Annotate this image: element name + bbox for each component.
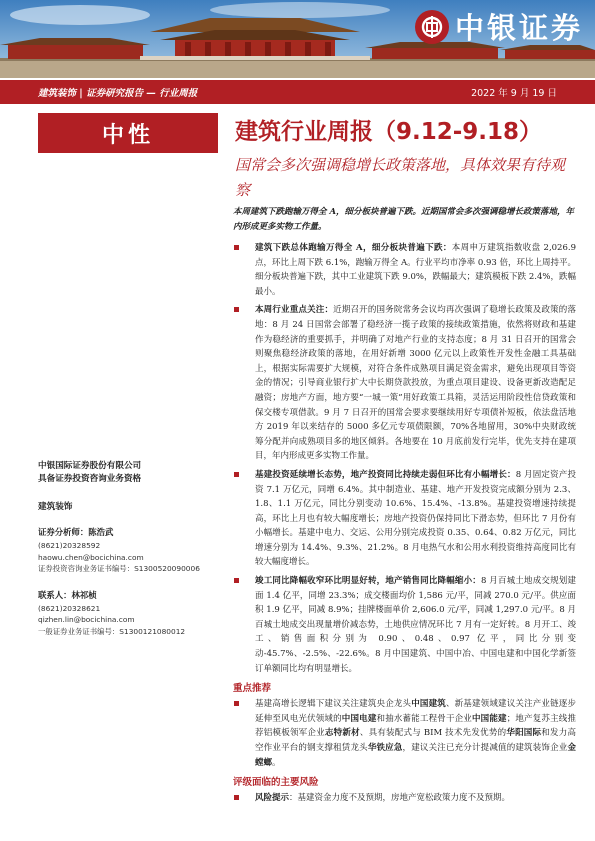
company-name: 中银国际证券股份有限公司 — [38, 461, 142, 471]
contact-name: 联系人：林祁桢 — [38, 589, 97, 600]
analyst-cert: 证券投资咨询业务证书编号：S1300520090006 — [38, 564, 200, 573]
bullet-square-icon — [234, 795, 239, 800]
stock-name: 中国能建 — [471, 713, 507, 724]
bank-of-china-icon — [415, 10, 449, 44]
sidebar — [38, 460, 218, 637]
key-points-list — [233, 241, 576, 676]
stock-name: 华阳国际 — [506, 728, 542, 739]
company-logo — [415, 6, 583, 47]
recommend-text: 和抽水蓄能工程骨干企业 — [376, 713, 472, 724]
recommend-item — [233, 697, 576, 770]
recommend-text: ，建议关注已充分计提减值的建筑装饰企业 — [402, 743, 568, 753]
bullet-heading: 竣工同比降幅收窄环比明显好转，地产销售同比降幅缩小： — [255, 576, 481, 587]
contact-cert: 一般证券业务证书编号：S1300121080012 — [38, 626, 186, 636]
stock-name: 华铁应急 — [367, 743, 403, 753]
bullet-text: 8 月百城土地成交规划建面 1.4 亿平，同增 23.3%；成交楼面均价 1,586 元/平，同减 270.0 元/平。供应面积 1.9 亿平，同减 8.9%；挂牌楼面单价 2,606.0 元/平，同减 1,297.0 元/平。8 月百城土地成交出现量增价减态势，土地供应情况环比 7 月有一定好转。8 月开工、竣工、销售面积分别为 0.90、0.48、0.97 亿平，同比分别变动-45.7%、-2.5%、-22.6%。8 月中国建筑、中国中冶、中国电建和中国化学新签订单额同比均有明显增长。 — [255, 576, 576, 674]
contact-phone: (8621)20328621 — [38, 603, 101, 613]
report-info-strip — [0, 80, 595, 104]
logo-wordmark: 中银证券 — [454, 11, 583, 45]
bullet-square-icon — [234, 307, 239, 312]
analyst-email[interactable]: haowu.chen@bocichina.com — [38, 552, 144, 562]
recommend-text: 和发力高空作业平台的钢支撑租赁龙头 — [255, 728, 576, 753]
recommend-text: 、具有装配式与 BIM 技术先发优势的 — [359, 728, 507, 739]
bullet-square-icon — [234, 472, 239, 477]
recommend-text: 、新基建领域建议关注产业链逐步延伸至风电光伏领域的 — [255, 699, 576, 724]
list-item — [233, 574, 576, 676]
risk-item — [233, 791, 576, 806]
bullet-square-icon — [234, 578, 239, 583]
analyst-name: 证券分析师：陈浩武 — [38, 527, 114, 537]
list-item — [233, 241, 576, 299]
risk-heading: 评级面临的主要风险 — [233, 777, 319, 789]
recommend-text: 。 — [272, 757, 281, 768]
report-subtitle: 国常会多次强调稳增长政策落地，具体效果有待观察 — [235, 156, 566, 199]
bullet-heading: 基建投资延续增长态势，地产投资同比持续走弱但环比有小幅增长： — [255, 469, 516, 480]
stock-name: 志特新材 — [324, 728, 360, 739]
bullet-text: 近期召开的国务院常务会议均再次强调了稳增长政策及政策的落地：8 月 24 日国常会部署了稳经济一揽子政策的接续政策措施，依然将财政和基建作为稳经济的重要抓手，并明确了对地产行业的支持态度；8 月 31 日召开的国常会则聚焦稳经济政策的落地，在用好新增 3000 亿元以上政策性开发性金融工具基础上，根据实际需要扩大规模，对符合条件成熟项目满足资金需求，避免出现项目等资金的情况；引导商业银行扩大中长期贷款投放，为重点项目建设、设备更新改造配足融资；房地产方面，地方要“一城一策”用好政策工具箱，灵活运用阶段性信贷政策和保交楼专项借款。9 月 7 日召开的国常会要求要继续用好专项债补短板，依法盘活地方 2019 年以来结存的 5000 多亿元专项债限额，70%各地留用，30%中央财政统筹分配并向成熟项目多的地区倾斜。各地要在 10 月底前发行完毕，优先支持在建项目，年内形成更多实物工作量。 — [255, 305, 576, 462]
bullet-text: 本周申万建筑指数收盘 2,026.9 点，环比上周下跌 6.1%，跑输万得全 A。行业平均市净率 0.93 倍，环比上周持平。细分板块普遍下跌，其中工业建筑下跌 9.0%，跌幅最大；建筑模板下跌 2.4%，跌幅最小。 — [255, 243, 576, 297]
risk-text: ：基建资金力度不及预期，房地产宽松政策力度不及预期。 — [289, 793, 511, 804]
summary: 本周建筑下跌跑输万得全 A，细分板块普遍下跌。近期国常会多次强调稳增长政策落地，年内形成更多实物工作量。 — [233, 207, 575, 232]
list-item — [233, 468, 576, 570]
risk-label: 风险提示 — [255, 793, 290, 804]
stock-name: 中国建筑 — [411, 699, 446, 710]
breadcrumb: 建筑装饰 | 证券研究报告 — 行业周报 — [38, 88, 198, 99]
company-qualification: 具备证券投资咨询业务资格 — [38, 474, 142, 484]
stock-name: 中国电建 — [341, 713, 377, 724]
header-banner — [0, 0, 595, 78]
bullet-square-icon — [234, 701, 239, 706]
stock-name: 金螳螂 — [255, 743, 576, 768]
main-content — [233, 205, 576, 810]
industry-label: 建筑装饰 — [38, 502, 73, 512]
bullet-heading: 建筑下跌总体跑输万得全 A，细分板块普遍下跌： — [255, 243, 452, 253]
bullet-square-icon — [234, 245, 239, 250]
rating-badge: 中性 — [38, 113, 218, 153]
contact-email[interactable]: qizhen.lin@bocichina.com — [38, 615, 135, 624]
analyst-phone: (8621)20328592 — [38, 541, 101, 550]
list-item — [233, 303, 576, 464]
bullet-text: 8 月固定资产投资 7.1 万亿元，同增 6.4%。其中制造业、基建、地产开发投资完成额分别为 2.3、1.8、1.1 万亿元，同比分别变动 10.6%、15.4%、-13.8%。基建投资增速持续提高，环比上月也有较大幅度增长；房地产投资仍保持同比下滑态势，但环比 7 月份有小幅增长。基建中电力、交运、公用分别完成投资 0.35、0.64、0.82 万亿元，同比增速分别为 14.4%、9.3%、21.2%。8 月电热气水和公用水利投资维持高度同比有较大幅度增长。 — [255, 469, 576, 568]
recommend-text: 基建高增长逻辑下建议关注建筑央企龙头 — [255, 699, 412, 710]
report-date: 2022 年 9 月 19 日 — [471, 88, 557, 99]
bullet-heading: 本周行业重点关注： — [255, 305, 334, 316]
recommend-text: ；地产复苏主线推荐铝模板领军企业 — [255, 713, 576, 739]
report-title: 建筑行业周报（9.12-9.18） — [235, 119, 543, 145]
recommend-heading: 重点推荐 — [233, 683, 272, 695]
